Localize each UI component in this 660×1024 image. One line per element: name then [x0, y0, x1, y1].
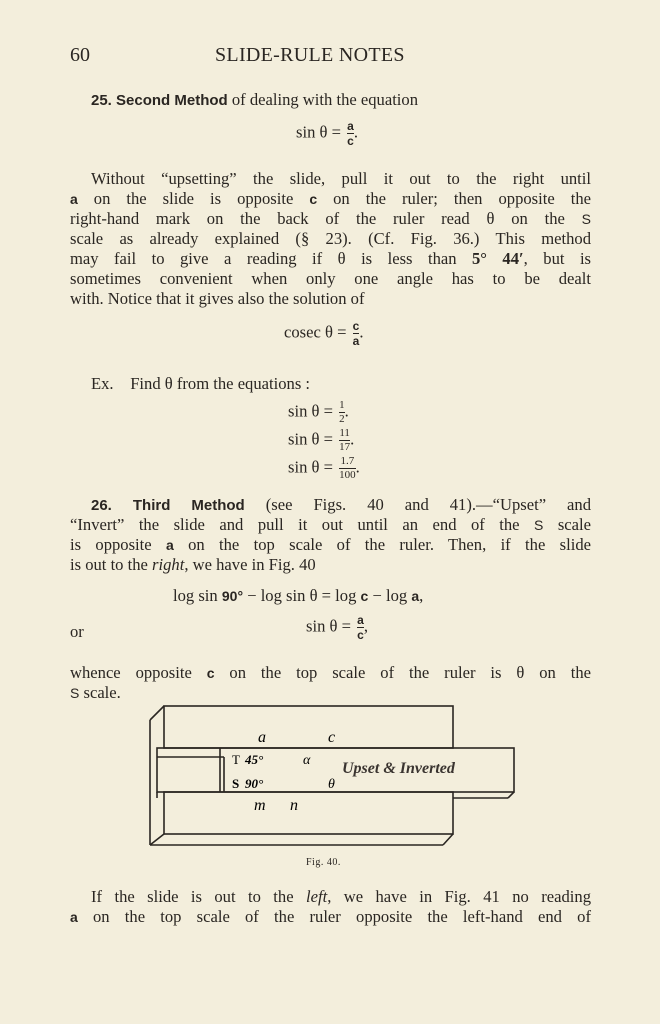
fraction: $\frac{1.7}{100}$ [339, 455, 356, 481]
figure-40-diagram [140, 700, 530, 858]
slide-value-45: 45° [245, 752, 264, 767]
example-equation-1: sin θ = $\frac{1}{2}$ . [288, 399, 349, 425]
ruler-label-a: a [258, 729, 266, 746]
ruler-label-n: n [290, 797, 298, 814]
section-25-heading [91, 90, 418, 111]
example-label: Ex. [91, 374, 114, 393]
fraction: $\frac{11}{17}$ [339, 427, 351, 453]
running-title: SLIDE-RULE NOTES [215, 44, 405, 66]
ruler-top [164, 706, 453, 748]
equation-end: . [353, 122, 358, 142]
example-line [91, 374, 612, 394]
paragraph-line: with. Notice that it gives also the solution of [70, 289, 365, 308]
equation-sin-a-over-c [296, 120, 358, 147]
numerator: c [352, 319, 360, 333]
section-25-title: Second Method [116, 92, 228, 109]
paragraph-line: scale as already explained (§ 23). (Cf. Fig. 36.) This method [70, 229, 591, 248]
section-26-title: Third Method [132, 497, 245, 514]
paragraph-line: a on the top scale of the ruler opposite the left-hand end of [70, 907, 591, 926]
section-26-heading: 26. Third Method (see Figs. 40 and 41).—“Upset” and [91, 495, 592, 514]
paragraph-line: right-hand mark on the back of the ruler read θ on the S [70, 209, 591, 228]
example-text: Find θ from the equations : [130, 374, 311, 393]
fraction: $\frac{1}{2}$ [339, 399, 345, 425]
equation-log: log sin 90° − log sin θ = log c − log a, [173, 586, 424, 605]
paragraph-line: sometimes convenient when only one angle has to be dealt [70, 269, 591, 288]
paragraph-line: Without “upsetting” the slide, pull it out to the right until [91, 169, 591, 188]
paragraph-line: S scale. [70, 683, 121, 702]
paragraph-line: “Invert” the slide and pull it out until an end of the S scale [70, 515, 591, 534]
paragraph-line: If the slide is out to the left, we have in Fig. 41 no reading [91, 887, 592, 906]
section-26-number: 26. [91, 497, 112, 514]
denominator: c [347, 134, 354, 148]
equation-lhs: sin θ = [296, 122, 341, 142]
section-25-number: 25. [91, 92, 112, 109]
numerator: a [347, 119, 354, 133]
figure-caption: Fig. 40. [306, 857, 341, 868]
slide-value-90: 90° [245, 776, 264, 791]
page-number: 60 [70, 44, 90, 66]
example-equation-3: sin θ = $\frac{1.7}{100}$ . [288, 455, 360, 481]
ruler-bottom [164, 792, 453, 834]
slide-label-S: S [232, 776, 240, 791]
paragraph-line: is out to the right, we have in Fig. 40 [70, 555, 316, 574]
example-equation-2: sin θ = $\frac{11}{17}$ . [288, 427, 355, 453]
paragraph-line: may fail to give a reading if θ is less than 5° 44′, but is [70, 249, 592, 268]
fraction: $\frac{a}{c}$ [357, 613, 364, 642]
fraction [347, 120, 354, 147]
paragraph-line: whence opposite c on the top scale of the ruler is θ on the [70, 663, 591, 682]
slide-alpha: α [303, 753, 311, 768]
slide-label-T: T [232, 752, 240, 767]
or-label: or [70, 622, 84, 641]
slide-theta: θ [328, 777, 335, 792]
ruler-label-c: c [328, 729, 336, 746]
equation-lhs: cosec θ = [284, 322, 347, 342]
paragraph-line: is opposite a on the top scale of the ruler. Then, if the slide [70, 535, 591, 554]
ruler-label-m: m [254, 797, 266, 814]
equation-or: sin θ = $\frac{a}{c}$ , [306, 613, 368, 642]
section-25-intro: of dealing with the equation [231, 90, 419, 109]
slide-upset-inverted-label: Upset & Inverted [342, 760, 455, 777]
denominator: a [352, 334, 360, 348]
equation-cosec [284, 320, 363, 347]
slide [157, 748, 514, 792]
paragraph-line: a on the slide is opposite c on the ruler; then opposite the [70, 189, 591, 208]
equation-end: . [359, 322, 364, 342]
